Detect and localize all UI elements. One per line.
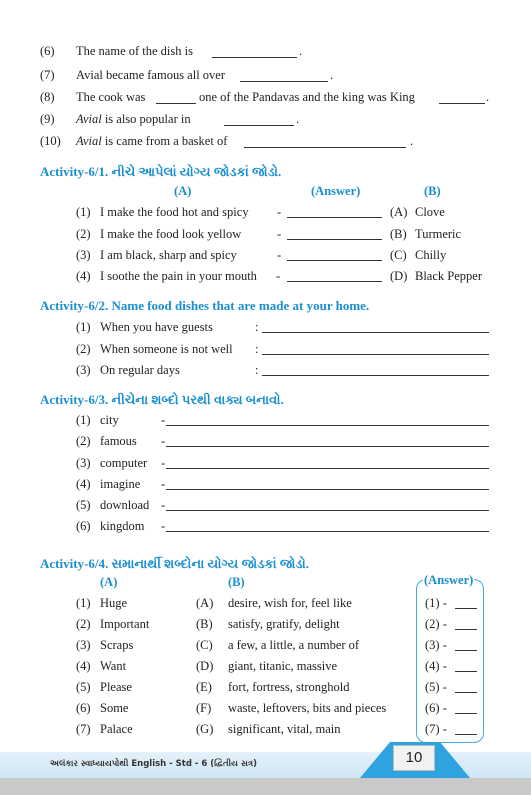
item-suffix: . [410, 134, 414, 148]
item-suffix: . [486, 90, 490, 104]
row-number: (1) [76, 596, 91, 610]
row-number: (2) [76, 434, 91, 448]
answer-line[interactable] [166, 489, 489, 490]
row-dash: - [276, 269, 281, 283]
answer-blank[interactable] [240, 81, 328, 82]
row-word: Palace [100, 722, 133, 736]
answer-line[interactable] [166, 425, 489, 426]
answer-label: (1) - [425, 596, 447, 610]
item-text: The cook was [76, 90, 146, 104]
page-number: 10 [393, 745, 435, 771]
option-letter: (D) [196, 659, 214, 673]
row-word: city [100, 413, 119, 427]
row-dash: - [161, 498, 166, 512]
option-letter: (D) [390, 269, 408, 283]
option-letter: (C) [390, 248, 407, 262]
option-letter: (C) [196, 638, 213, 652]
row-number: (6) [76, 519, 91, 533]
answer-label: (4) - [425, 659, 447, 673]
row-dash: - [277, 205, 282, 219]
row-word: Huge [100, 596, 128, 610]
row-word: Important [100, 617, 150, 631]
row-text: On regular days [100, 363, 180, 377]
item-suffix: . [330, 68, 334, 82]
option-text: Chilly [415, 248, 447, 262]
answer-blank[interactable] [287, 239, 382, 240]
item-number: (9) [40, 112, 55, 126]
row-word: kingdom [100, 519, 145, 533]
answer-column-header: (Answer) [311, 184, 361, 198]
row-number: (1) [76, 205, 91, 219]
row-dash: - [277, 227, 282, 241]
row-text: I am black, sharp and spicy [100, 248, 237, 262]
option-letter: (B) [390, 227, 407, 241]
column-b-header: (B) [424, 184, 441, 198]
activity-heading: Activity-6/2. Name food dishes that are made at your home. [40, 298, 370, 313]
row-word: Some [100, 701, 129, 715]
answer-line[interactable] [166, 446, 489, 447]
row-colon: : [255, 320, 259, 334]
row-number: (3) [76, 638, 91, 652]
activity-heading: Activity-6/1. નીચે આપેલાં યોગ્ય જોડકાં જોડો. [40, 164, 282, 179]
row-number: (4) [76, 659, 91, 673]
row-word: Please [100, 680, 132, 694]
row-dash: - [161, 456, 166, 470]
row-number: (2) [76, 342, 91, 356]
column-b-header: (B) [228, 575, 245, 589]
answer-blank[interactable] [455, 734, 477, 735]
item-number: (10) [40, 134, 61, 148]
row-dash: - [161, 477, 166, 491]
option-text: significant, vital, main [228, 722, 341, 736]
option-letter: (A) [196, 596, 214, 610]
option-text: fort, fortress, stronghold [228, 680, 350, 694]
row-text: When you have guests [100, 320, 213, 334]
item-text: The name of the dish is [76, 44, 193, 58]
answer-label: (3) - [425, 638, 447, 652]
option-text: Turmeric [415, 227, 462, 241]
activity-heading: Activity-6/3. નીચેના શબ્દો પરથી વાક્ય બનાવો. [40, 392, 284, 407]
option-text: Clove [415, 205, 445, 219]
answer-label: (6) - [425, 701, 447, 715]
row-number: (3) [76, 248, 91, 262]
row-number: (1) [76, 413, 91, 427]
item-number: (7) [40, 68, 55, 82]
row-number: (3) [76, 456, 91, 470]
answer-label: (2) - [425, 617, 447, 631]
option-text: satisfy, gratify, delight [228, 617, 340, 631]
option-text: giant, titanic, massive [228, 659, 338, 673]
answer-blank[interactable] [455, 692, 477, 693]
row-number: (3) [76, 363, 91, 377]
row-dash: - [161, 434, 166, 448]
option-letter: (B) [196, 617, 213, 631]
option-letter: (G) [196, 722, 214, 736]
row-number: (4) [76, 477, 91, 491]
row-text: I soothe the pain in your mouth [100, 269, 257, 283]
row-word: imagine [100, 477, 141, 491]
answer-blank[interactable] [455, 713, 477, 714]
row-number: (6) [76, 701, 91, 715]
row-number: (2) [76, 227, 91, 241]
row-number: (2) [76, 617, 91, 631]
answer-line[interactable] [166, 531, 489, 532]
row-word: Want [100, 659, 127, 673]
column-a-header: (A) [174, 184, 192, 198]
answer-line[interactable] [262, 375, 489, 376]
answer-blank[interactable] [287, 217, 382, 218]
row-number: (1) [76, 320, 91, 334]
option-text: waste, leftovers, bits and pieces [228, 701, 387, 715]
row-dash: - [161, 413, 166, 427]
answer-label: (5) - [425, 680, 447, 694]
item-text: Avial is also popular in [76, 112, 191, 126]
row-number: (5) [76, 498, 91, 512]
item-suffix: . [296, 112, 300, 126]
item-number: (6) [40, 44, 55, 58]
row-dash: - [277, 248, 282, 262]
row-word: famous [100, 434, 137, 448]
row-word: Scraps [100, 638, 134, 652]
item-text: Avial is came from a basket of [76, 134, 228, 148]
row-number: (7) [76, 722, 91, 736]
option-text: desire, wish for, feel like [228, 596, 352, 610]
footer-gray-strip [0, 778, 531, 795]
row-text: I make the food hot and spicy [100, 205, 249, 219]
answer-line[interactable] [166, 468, 489, 469]
row-word: download [100, 498, 150, 512]
row-dash: - [161, 519, 166, 533]
item-number: (8) [40, 90, 55, 104]
option-text: a few, a little, a number of [228, 638, 360, 652]
item-text: Avial became famous all over [76, 68, 226, 82]
answer-line[interactable] [166, 510, 489, 511]
footer-text: અલંકાર સ્વાધ્યાયપોથી English - Std - 6 (દ્વિતીય સત્ર) [50, 759, 257, 769]
row-number: (4) [76, 269, 91, 283]
answer-blank[interactable] [212, 57, 297, 58]
option-text: Black Pepper [415, 269, 482, 283]
item-text: one of the Pandavas and the king was King [199, 90, 415, 104]
answer-column-header: (Answer) [424, 573, 474, 587]
answer-blank[interactable] [455, 629, 477, 630]
option-letter: (F) [196, 701, 212, 715]
answer-line[interactable] [262, 332, 489, 333]
answer-blank[interactable] [455, 608, 477, 609]
answer-blank[interactable] [156, 103, 196, 104]
row-number: (5) [76, 680, 91, 694]
row-text: I make the food look yellow [100, 227, 242, 241]
answer-line[interactable] [262, 354, 489, 355]
answer-label: (7) - [425, 722, 447, 736]
row-colon: : [255, 363, 259, 377]
answer-blank[interactable] [439, 103, 485, 104]
answer-blank[interactable] [224, 125, 294, 126]
answer-blank[interactable] [455, 650, 477, 651]
option-letter: (E) [196, 680, 212, 694]
activity-heading: Activity-6/4. સમાનાર્થી શબ્દોના યોગ્ય જોડકાં જોડો. [40, 556, 310, 571]
answer-blank[interactable] [287, 281, 382, 282]
column-a-header: (A) [100, 575, 118, 589]
answer-blank[interactable] [244, 147, 406, 148]
row-colon: : [255, 342, 259, 356]
item-suffix: . [299, 44, 303, 58]
answer-blank[interactable] [455, 671, 477, 672]
option-letter: (A) [390, 205, 408, 219]
answer-blank[interactable] [287, 260, 382, 261]
row-word: computer [100, 456, 148, 470]
row-text: When someone is not well [100, 342, 233, 356]
